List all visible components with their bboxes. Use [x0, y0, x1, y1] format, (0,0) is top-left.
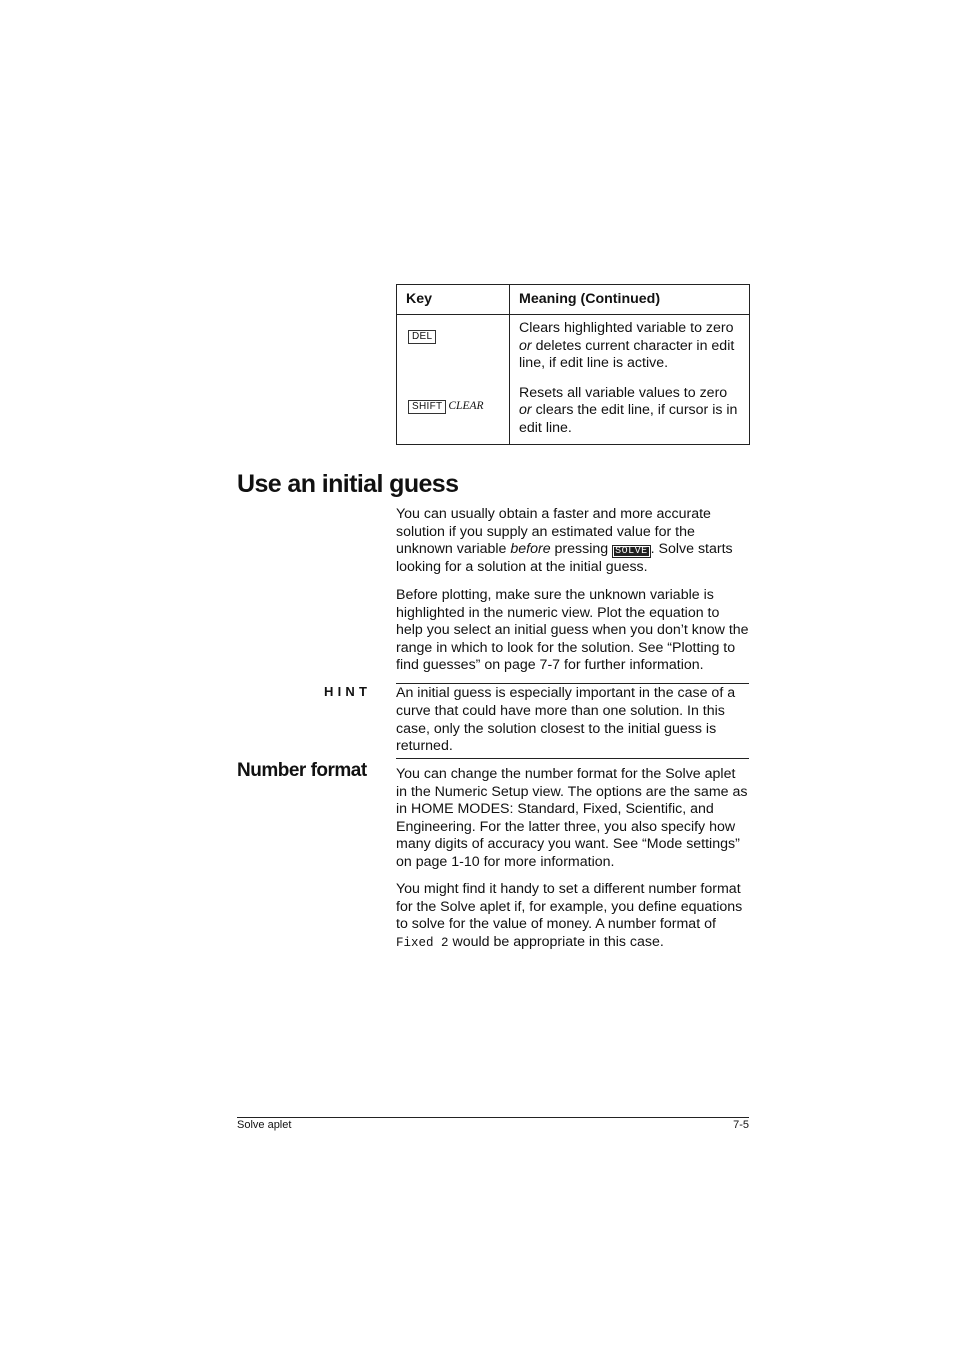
clear-meaning: Resets all variable values to zero or clears the edit line, if cursor is in edit line.	[519, 384, 738, 436]
number-format-paragraph-2: You might find it handy to set a different number format for the Solve aplet if, for example, you define equations to solve for the value of money. A number format of Fixed 2 would be appropriate in this case.	[396, 881, 743, 950]
key-column-header: Key	[397, 285, 510, 315]
initial-guess-paragraph: You can usually obtain a faster and more accurate solution if you supply an estimated value for the unknown variable before pressing SOLVE . Solve starts looking for a solution at the initial guess.	[396, 506, 733, 575]
key-meaning-table	[396, 284, 750, 445]
table-header-row	[397, 285, 750, 315]
meaning-cell	[510, 315, 750, 445]
fixed-2-code: Fixed 2	[396, 935, 449, 950]
del-meaning: Clears highlighted variable to zero or deletes current character in edit line, if edit line is active.	[519, 320, 735, 371]
key-cell	[397, 315, 510, 445]
plotting-paragraph: Before plotting, make sure the unknown variable is highlighted in the numeric view. Plot the equation to help you select an initial guess when you don’t know the range in which to look for the solution. See “Plotting to find guesses” on page 7-7 for further information.	[396, 587, 749, 674]
footer-chapter-title: Solve aplet	[237, 1119, 292, 1131]
footer-page-number: 7-5	[733, 1119, 749, 1131]
table-row	[397, 315, 750, 445]
meaning-column-header: Meaning (Continued)	[510, 285, 750, 315]
hint-label: HINT	[324, 684, 372, 699]
solve-key-icon: SOLVE	[612, 545, 651, 558]
shift-key-icon: SHIFT	[408, 400, 446, 414]
hint-text: An initial guess is especially important in the case of a curve that could have more than one solution. In this case, only the solution closest to the initial guess is returned.	[396, 683, 749, 759]
section-heading: Use an initial guess	[237, 470, 459, 498]
del-key-icon: DEL	[408, 330, 436, 344]
clear-key-label: CLEAR	[448, 399, 484, 412]
footer-rule	[237, 1117, 749, 1118]
number-format-paragraph: You can change the number format for the Solve aplet in the Numeric Setup view. The options are the same as in HOME MODES: Standard, Fixed, Scientific, and Engineering. For the latter three, you also specify how many digits of accuracy you want. See “Mode settings” on page 1-10 for more information.	[396, 766, 748, 870]
subsection-heading: Number format	[237, 760, 367, 781]
